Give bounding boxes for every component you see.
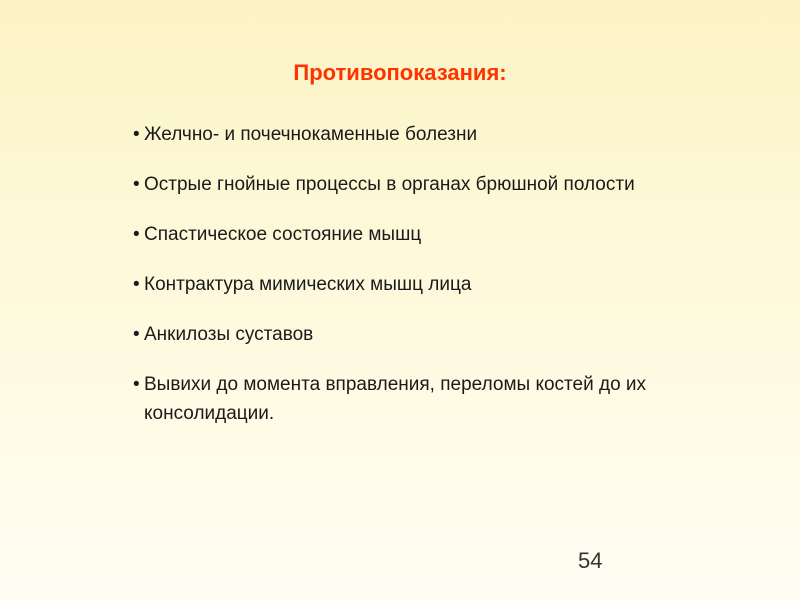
page-number: 54 xyxy=(578,548,603,573)
list-item-text: Вывихи до момента вправления, переломы костей до их консолидации. xyxy=(144,374,647,424)
bullet-icon: • xyxy=(133,174,140,195)
slide-title: Противопоказания: xyxy=(293,60,507,85)
list-item xyxy=(133,320,693,349)
list-item xyxy=(133,270,693,299)
bullet-list xyxy=(133,120,693,449)
bullet-icon: • xyxy=(133,124,140,145)
list-item-text: Контрактура мимических мышц лица xyxy=(144,274,472,295)
list-item xyxy=(133,220,693,249)
list-item xyxy=(133,370,693,428)
list-item xyxy=(133,170,693,199)
list-item-text: Анкилозы суставов xyxy=(144,324,314,345)
bullet-icon: • xyxy=(133,274,140,295)
bullet-icon: • xyxy=(133,324,140,345)
bullet-icon: • xyxy=(133,374,140,395)
list-item-text: Желчно- и почечнокаменные болезни xyxy=(144,124,478,145)
bullet-icon: • xyxy=(133,224,140,245)
list-item xyxy=(133,120,693,149)
list-item-text: Спастическое состояние мышц xyxy=(144,224,422,245)
list-item-text: Острые гнойные процессы в органах брюшной полости xyxy=(144,174,635,195)
